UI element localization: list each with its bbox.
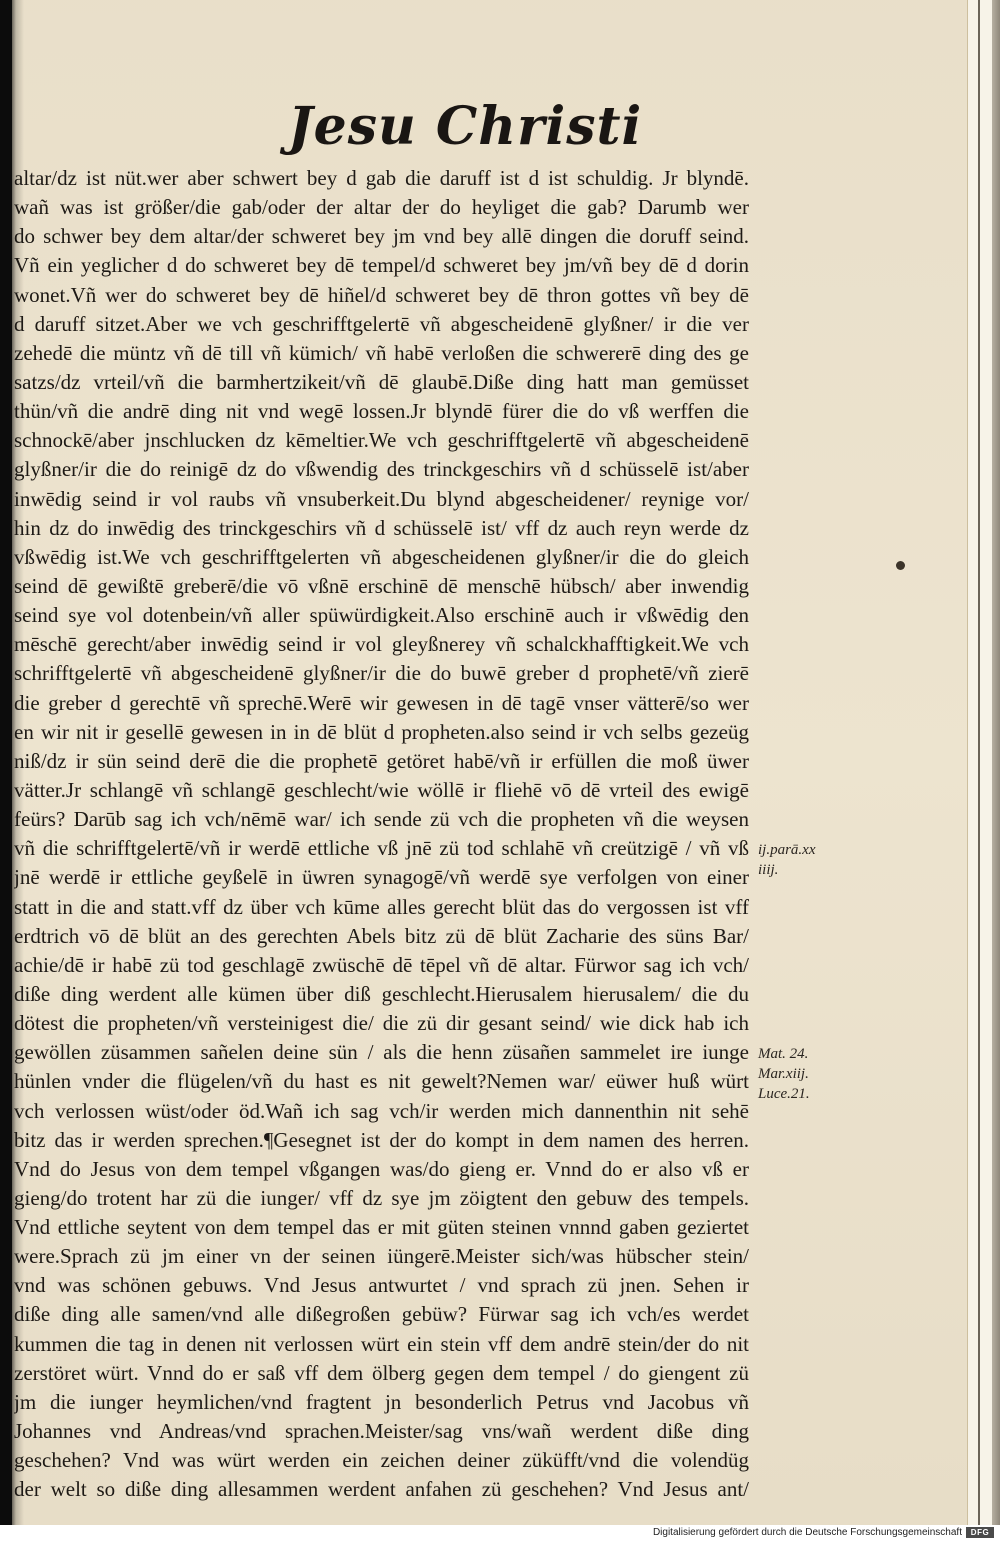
ink-spot — [896, 561, 905, 570]
marginal-note-paralipomenon — [758, 840, 816, 880]
text-line: Vñ ein yeglicher d do schweret bey dē tempel/d schweret bey jm/vñ bey dē d dorin — [14, 253, 749, 278]
dfg-logo: DFG — [966, 1527, 994, 1538]
text-line: jm die iunger heymlichen/vnd fragtent jn besonderlich Petrus vnd Jacobus vñ — [14, 1389, 749, 1414]
text-line: schnockē/aber jnschlucken dz kēmeltier.We vch geschrifftgelertē vñ abgescheidenē — [14, 428, 749, 453]
text-line: zehedē die müntz vñ dē till vñ kümich/ vñ habē verloßen die schwererē ding des ge — [14, 340, 749, 365]
text-line: vßwēdig ist.We vch geschrifftgelerten vñ abgescheidenen glyßner/ir die do gleich — [14, 544, 749, 569]
marginal-note-line: ij.parā.xx — [758, 842, 816, 858]
text-line: hünlen vnder die flügelen/vñ du hast es nit gewelt?Nemen war/ eüwer huß würt — [14, 1069, 749, 1094]
text-line: achie/dē ir habē zü tod geschlagē zwüschē dē tēpel vñ dē altar. Fürwor sag ich vch/ — [14, 952, 749, 977]
running-title: Jesu Christi — [288, 96, 643, 157]
marginal-note-line: Mat. 24. — [758, 1046, 809, 1062]
text-line: gieng/do trotent har zü die iunger/ vff dz sye jm zöigtent den gebuw des tempels. — [14, 1185, 749, 1210]
text-line: Johannes vnd Andreas/vnd sprachen.Meister/sag vns/wañ werdent diße ding — [14, 1419, 749, 1444]
text-line: geschehen? Vnd was würt werden ein zeichen deiner züküfft/vnd die volendüg — [14, 1448, 749, 1473]
text-line: diße ding alle samen/vnd alle dißegroßen gebüw? Fürwar sag ich vch/es werdet — [14, 1302, 749, 1327]
text-line: schrifftgelertē vñ abgescheidenē glyßner/ir die do buwē greber d prophetē/vñ zierē — [14, 661, 749, 686]
text-line: seind sye vol dotenbein/vñ aller spüwürdigkeit.Also erschinē auch ir vßwēdig den — [14, 603, 749, 628]
text-line: were.Sprach zü jm einer vn der seinen iüngerē.Meister sich/was hübscher stein/ — [14, 1244, 749, 1269]
text-line: Vnd ettliche seytent von dem tempel das er mit güten steinen vnnnd gaben geziertet — [14, 1215, 749, 1240]
text-line: satzs/dz vrteil/vñ die barmhertzikeit/vñ dē glaubē.Diße ding hatt man gemüsset — [14, 369, 749, 394]
text-line: mēschē gerecht/aber inwēdig seind ir vol gleyßnerey vñ schalckhafftigkeit.We vch — [14, 632, 749, 657]
text-line: niß/dz ir sün seind derē die die prophetē getöret habē/vñ ir erfüllen die moß üwer — [14, 748, 749, 773]
text-line: der welt so diße ding allesammen werdent anfahen zü geschehen? Vnd Jesus ant/ — [14, 1477, 749, 1502]
text-line: glyßner/ir die do reinigē dz do vßwendig des trinckgeschirs vñ d schüsselē ist/aber — [14, 457, 749, 482]
text-line: erdtrich vō dē blüt an des gerechten Abels bitz zü dē blüt Zacharie des süns Bar/ — [14, 923, 749, 948]
text-line: zerstöret würt. Vnnd do er saß vff dem ölberg gegen dem tempel / do giengent zü — [14, 1360, 749, 1385]
text-line: wonet.Vñ wer do schweret bey dē hiñel/d schweret bey dē thron gottes vñ bey dē — [14, 282, 749, 307]
funding-credit: Digitalisierung gefördert durch die Deutsche Forschungsgemeinschaft — [652, 1527, 962, 1538]
text-line: d daruff sitzet.Aber we vch geschrifftgelertē vñ abgescheidenē glyßner/ ir die ver — [14, 311, 749, 336]
text-line: altar/dz ist nüt.wer aber schwert bey d gab die daruff ist d ist schuldig. Jr blyndē. — [14, 166, 749, 190]
text-block — [14, 164, 749, 1504]
text-line: Vnd do Jesus von dem tempel vßgangen was/do gieng er. Vnnd do er also vß er — [14, 1156, 749, 1181]
text-line: en wir nit ir gesellē gewesen in in dē blüt d propheten.also seind ir vch selbs gezeüg — [14, 719, 749, 744]
text-line: kummen die tag in denen nit verlossen würt ein stein vff dem andrē stein/der do nit — [14, 1331, 749, 1356]
text-line: diße ding werdent alle kümen über diß geschlecht.Hierusalem hierusalem/ die du — [14, 981, 749, 1006]
marginal-note-line: Mar.xiij. — [758, 1066, 809, 1082]
text-line: vñ die schrifftgelertē/vñ ir werdē ettliche vß jnē zü tod schlahē vñ creützigē / vñ vß — [14, 836, 749, 861]
text-line: wañ was ist größer/die gab/oder der altar der do heyliget die gab? Darumb wer — [14, 195, 749, 220]
page-edge-line — [978, 0, 980, 1525]
text-line: hin dz do inwēdig des trinckgeschirs vñ d schüsselē ist/ vff dz auch reyn werde dz — [14, 515, 749, 540]
text-line: inwēdig seind ir vol raubs vñ vnsuberkeit.Du blynd abgescheidener/ reynige vor/ — [14, 486, 749, 511]
scan-border — [0, 0, 12, 1525]
text-line: vätter.Jr schlangē vñ schlangē geschlecht/wie wöllē ir fliehē vō dē vrteil des ewigē — [14, 777, 749, 802]
footer-bar — [0, 1525, 1000, 1541]
text-line: seind dē gewißtē greberē/die vō vßnē erschinē dē menschē hübsch/ aber inwendig — [14, 573, 749, 598]
marginal-note-line: Luce.21. — [758, 1086, 810, 1102]
text-line: statt in die and statt.vff dz über vch kūme alles gerecht blüt das do vergossen ist vff — [14, 894, 749, 919]
text-line: thün/vñ die andrē ding nit vnd wegē lossen.Jr blyndē fürer die do vß werffen die — [14, 399, 749, 424]
text-line: vch verlossen wüst/oder öd.Wañ ich sag vch/ir werden mich dannenthin nit sehē — [14, 1098, 749, 1123]
text-line: do schwer bey dem altar/der schweret bey jm vnd bey allē dingen die doruff seind. — [14, 224, 749, 249]
marginal-note-line: iiij. — [758, 862, 779, 878]
text-line: jnē werdē ir ettliche geyßelē in üwren synagogē/vñ werdē sye verfolgen von einer — [14, 865, 749, 890]
text-line: die greber d gerechtē vñ sprechē.Werē wir gewesen in dē tagē vnser vätterē/so wer — [14, 690, 749, 715]
text-line: vnd was schönen gebuws. Vnd Jesus antwurtet / vnd sprach zü jnen. Sehen ir — [14, 1273, 749, 1298]
marginal-note-gospels — [758, 1044, 810, 1104]
text-line: dötest die propheten/vñ versteinigest die/ die zü dir gesant seind/ wie dick hab ich — [14, 1011, 749, 1036]
text-line: bitz das ir werden sprechen.¶Gesegnet ist der do kompt in dem namen des herren. — [14, 1127, 749, 1152]
text-line: feürs? Darūb sag ich vch/nēmē war/ ich sende zü vch die propheten vñ die weysen — [14, 807, 749, 832]
text-line: gewöllen züsammen sañelen deine sün / als die henn züsañen sammelet ire iunge — [14, 1040, 749, 1065]
page-edge-shadow — [992, 0, 1000, 1525]
